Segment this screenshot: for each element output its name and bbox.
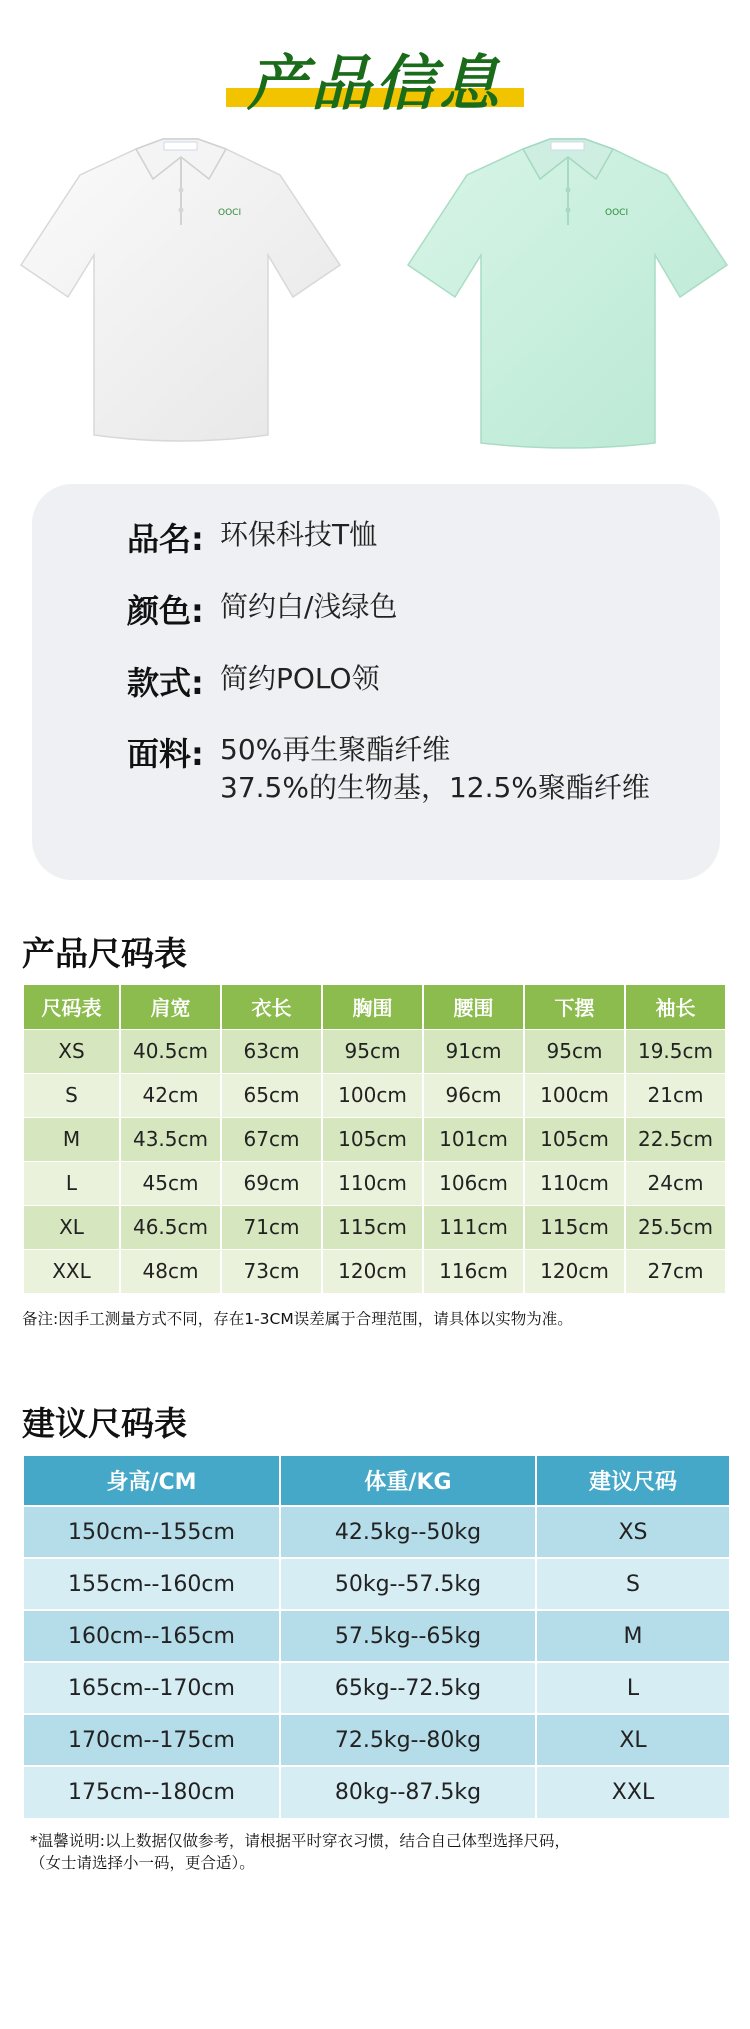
table-cell: 175cm--180cm xyxy=(24,1766,280,1818)
table-cell: 91cm xyxy=(423,1029,524,1073)
table-cell: 105cm xyxy=(524,1117,625,1161)
fabric-value xyxy=(220,729,650,807)
table-cell: XXL xyxy=(536,1766,730,1818)
style-value: 简约POLO领 xyxy=(220,662,380,695)
style-label: 款式: xyxy=(127,664,204,702)
table-cell: XL xyxy=(536,1714,730,1766)
hero-header xyxy=(0,30,750,119)
table-row xyxy=(24,1249,726,1293)
table-cell: XS xyxy=(24,1029,120,1073)
table-row xyxy=(24,1766,730,1818)
table-cell: 96cm xyxy=(423,1073,524,1117)
color-value: 简约白/浅绿色 xyxy=(220,590,398,623)
table-cell: 43.5cm xyxy=(120,1117,221,1161)
table-cell: 110cm xyxy=(322,1161,423,1205)
size-header-chest: 胸围 xyxy=(322,985,423,1029)
table-cell: 19.5cm xyxy=(625,1029,726,1073)
table-cell: 115cm xyxy=(322,1205,423,1249)
table-cell: 120cm xyxy=(322,1249,423,1293)
size-header-waist: 腰围 xyxy=(423,985,524,1029)
rec-header-height: 身高/CM xyxy=(24,1456,280,1506)
size-chart-note: 备注:因手工测量方式不同，存在1-3CM误差属于合理范围，请具体以实物为准。 xyxy=(22,1310,573,1328)
table-cell: 63cm xyxy=(221,1029,322,1073)
table-cell: 71cm xyxy=(221,1205,322,1249)
table-cell: 95cm xyxy=(322,1029,423,1073)
recommend-chart-note xyxy=(30,1830,570,1874)
table-cell: 80kg--87.5kg xyxy=(280,1766,536,1818)
size-header-shoulder: 肩宽 xyxy=(120,985,221,1029)
table-cell: 45cm xyxy=(120,1161,221,1205)
color-label: 颜色: xyxy=(127,592,204,630)
table-cell: 67cm xyxy=(221,1117,322,1161)
recommend-note-line-2: （女士请选择小一码，更合适）。 xyxy=(30,1854,255,1872)
table-cell: M xyxy=(24,1117,120,1161)
table-cell: 95cm xyxy=(524,1029,625,1073)
table-row xyxy=(24,1205,726,1249)
fabric-value-line-2: 37.5%的生物基，12.5%聚酯纤维 xyxy=(220,771,650,804)
table-cell: 160cm--165cm xyxy=(24,1610,280,1662)
size-chart-table xyxy=(24,985,727,1293)
recommend-note-line-1: *温馨说明:以上数据仅做参考，请根据平时穿衣习惯，结合自己体型选择尺码， xyxy=(30,1832,570,1850)
table-cell: 50kg--57.5kg xyxy=(280,1558,536,1610)
table-row xyxy=(24,1610,730,1662)
table-row xyxy=(24,1506,730,1558)
size-chart-title: 产品尺码表 xyxy=(22,934,187,973)
table-cell: 72.5kg--80kg xyxy=(280,1714,536,1766)
recommend-chart-table xyxy=(24,1456,731,1818)
table-cell: 22.5cm xyxy=(625,1117,726,1161)
table-cell: M xyxy=(536,1610,730,1662)
table-cell: 24cm xyxy=(625,1161,726,1205)
table-cell: XL xyxy=(24,1205,120,1249)
size-header-hem: 下摆 xyxy=(524,985,625,1029)
table-row xyxy=(24,1073,726,1117)
table-cell: S xyxy=(24,1073,120,1117)
table-cell: XS xyxy=(536,1506,730,1558)
table-cell: 116cm xyxy=(423,1249,524,1293)
info-row-style xyxy=(127,658,380,704)
table-cell: 69cm xyxy=(221,1161,322,1205)
table-cell: S xyxy=(536,1558,730,1610)
svg-text:OOCI: OOCI xyxy=(218,208,242,218)
product-info-card xyxy=(32,484,720,880)
recommend-header-row xyxy=(24,1456,730,1506)
table-cell: 65kg--72.5kg xyxy=(280,1662,536,1714)
table-cell: 101cm xyxy=(423,1117,524,1161)
table-cell: 150cm--155cm xyxy=(24,1506,280,1558)
info-row-fabric xyxy=(127,729,650,807)
table-row xyxy=(24,1558,730,1610)
green-polo-shirt-image xyxy=(405,135,730,455)
fabric-label: 面料: xyxy=(127,735,204,773)
table-cell: 111cm xyxy=(423,1205,524,1249)
table-cell: 57.5kg--65kg xyxy=(280,1610,536,1662)
table-cell: 21cm xyxy=(625,1073,726,1117)
white-polo-shirt-image xyxy=(18,135,343,447)
table-cell: 105cm xyxy=(322,1117,423,1161)
table-cell: 27cm xyxy=(625,1249,726,1293)
table-cell: 42.5kg--50kg xyxy=(280,1506,536,1558)
table-cell: 100cm xyxy=(524,1073,625,1117)
table-cell: 42cm xyxy=(120,1073,221,1117)
recommend-chart-title: 建议尺码表 xyxy=(22,1404,187,1443)
fabric-value-line-1: 50%再生聚酯纤维 xyxy=(220,733,451,766)
table-cell: 155cm--160cm xyxy=(24,1558,280,1610)
table-cell: 46.5cm xyxy=(120,1205,221,1249)
page-title: 产品信息 xyxy=(247,49,503,119)
size-header-length: 衣长 xyxy=(221,985,322,1029)
table-cell: 73cm xyxy=(221,1249,322,1293)
table-cell: 65cm xyxy=(221,1073,322,1117)
table-cell: XXL xyxy=(24,1249,120,1293)
size-header-size: 尺码表 xyxy=(24,985,120,1029)
table-cell: 170cm--175cm xyxy=(24,1714,280,1766)
table-cell: 106cm xyxy=(423,1161,524,1205)
info-row-color xyxy=(127,586,397,632)
info-row-name xyxy=(127,514,377,560)
table-row xyxy=(24,1161,726,1205)
table-cell: L xyxy=(536,1662,730,1714)
table-cell: 100cm xyxy=(322,1073,423,1117)
rec-header-size: 建议尺码 xyxy=(536,1456,730,1506)
table-row xyxy=(24,1714,730,1766)
table-cell: 165cm--170cm xyxy=(24,1662,280,1714)
table-cell: 40.5cm xyxy=(120,1029,221,1073)
size-header-sleeve: 袖长 xyxy=(625,985,726,1029)
svg-text:OOCI: OOCI xyxy=(605,208,629,218)
table-cell: 120cm xyxy=(524,1249,625,1293)
table-cell: 25.5cm xyxy=(625,1205,726,1249)
table-row xyxy=(24,1117,726,1161)
table-cell: 115cm xyxy=(524,1205,625,1249)
name-label: 品名: xyxy=(127,520,204,558)
table-cell: L xyxy=(24,1161,120,1205)
table-row xyxy=(24,1029,726,1073)
size-chart-header-row xyxy=(24,985,726,1029)
table-row xyxy=(24,1662,730,1714)
name-value: 环保科技T恤 xyxy=(220,518,378,551)
rec-header-weight: 体重/KG xyxy=(280,1456,536,1506)
table-cell: 48cm xyxy=(120,1249,221,1293)
table-cell: 110cm xyxy=(524,1161,625,1205)
